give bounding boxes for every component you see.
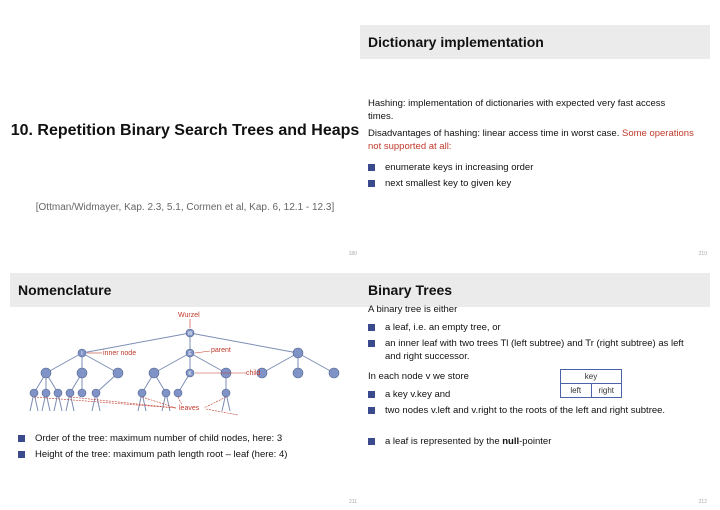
inner-node-label: inner node bbox=[103, 350, 137, 357]
null-keyword: null bbox=[502, 436, 520, 447]
tree-diagram bbox=[10, 307, 360, 447]
slide-reference: [Ottman/Widmayer, Kap. 2.3, 5.1, Cormen et al, Kap. 6, 12.1 - 12.3] bbox=[35, 202, 335, 213]
bullet-leaf: a leaf, i.e. an empty tree, or bbox=[368, 321, 501, 334]
title-slide bbox=[10, 25, 360, 260]
slide-header: Dictionary implementation bbox=[360, 25, 710, 59]
left-field: left bbox=[570, 386, 582, 395]
bullet-enumerate: enumerate keys in increasing order bbox=[368, 161, 533, 174]
slide-header: Binary Trees bbox=[360, 273, 710, 307]
key-field: key bbox=[584, 372, 598, 381]
page-number: 180 bbox=[348, 251, 357, 257]
bullet-key: a key v.key and bbox=[368, 388, 450, 401]
bullet-height: Height of the tree: maximum path length root – leaf (here: 4) bbox=[18, 448, 287, 461]
parent-label: parent bbox=[211, 347, 231, 354]
binary-trees-slide bbox=[360, 273, 710, 508]
bullet-null-leaf bbox=[368, 435, 551, 448]
slide-title: 10. Repetition Binary Search Trees and Heaps bbox=[10, 122, 360, 139]
slide-header: Nomenclature bbox=[10, 273, 360, 307]
page-number: 212 bbox=[698, 499, 707, 505]
bullet-next-smallest: next smallest key to given key bbox=[368, 177, 511, 190]
paragraph-hashing: Hashing: implementation of dictionaries with expected very fast access times. bbox=[368, 98, 666, 122]
node-label-i: I bbox=[81, 351, 83, 357]
null-prefix: a leaf is represented by the bbox=[385, 436, 503, 447]
node-structure-box bbox=[560, 369, 622, 398]
leaves-label: leaves bbox=[179, 405, 200, 412]
node-label-w: W bbox=[187, 331, 193, 337]
bullet-order: Order of the tree: maximum number of child nodes, here: 3 bbox=[18, 432, 282, 445]
node-label-e: E bbox=[188, 351, 192, 357]
child-label: child bbox=[246, 370, 261, 377]
root-label: Wurzel bbox=[178, 312, 200, 319]
bullet-inner-leaf: an inner leaf with two trees Tl (left subtree) and Tr (right subtree) as left and right successor. bbox=[368, 337, 690, 363]
store-text: In each node v we store bbox=[368, 371, 469, 382]
right-field: right bbox=[591, 384, 622, 397]
node-label-k: K bbox=[188, 371, 192, 377]
intro-text: A binary tree is either bbox=[368, 304, 458, 315]
page-number: 210 bbox=[698, 251, 707, 257]
dictionary-slide bbox=[360, 25, 710, 260]
paragraph-disadvantages bbox=[368, 127, 698, 153]
page-number: 211 bbox=[349, 499, 357, 505]
null-suffix: -pointer bbox=[519, 436, 552, 447]
nomenclature-slide bbox=[10, 273, 360, 508]
unsupported-text: Some operations not supported at all: bbox=[368, 128, 694, 152]
disadvantages-text: Disadvantages of hashing: linear access time in worst case. bbox=[368, 128, 622, 139]
bullet-two-nodes: two nodes v.left and v.right to the roots of the left and right subtree. bbox=[368, 404, 685, 417]
